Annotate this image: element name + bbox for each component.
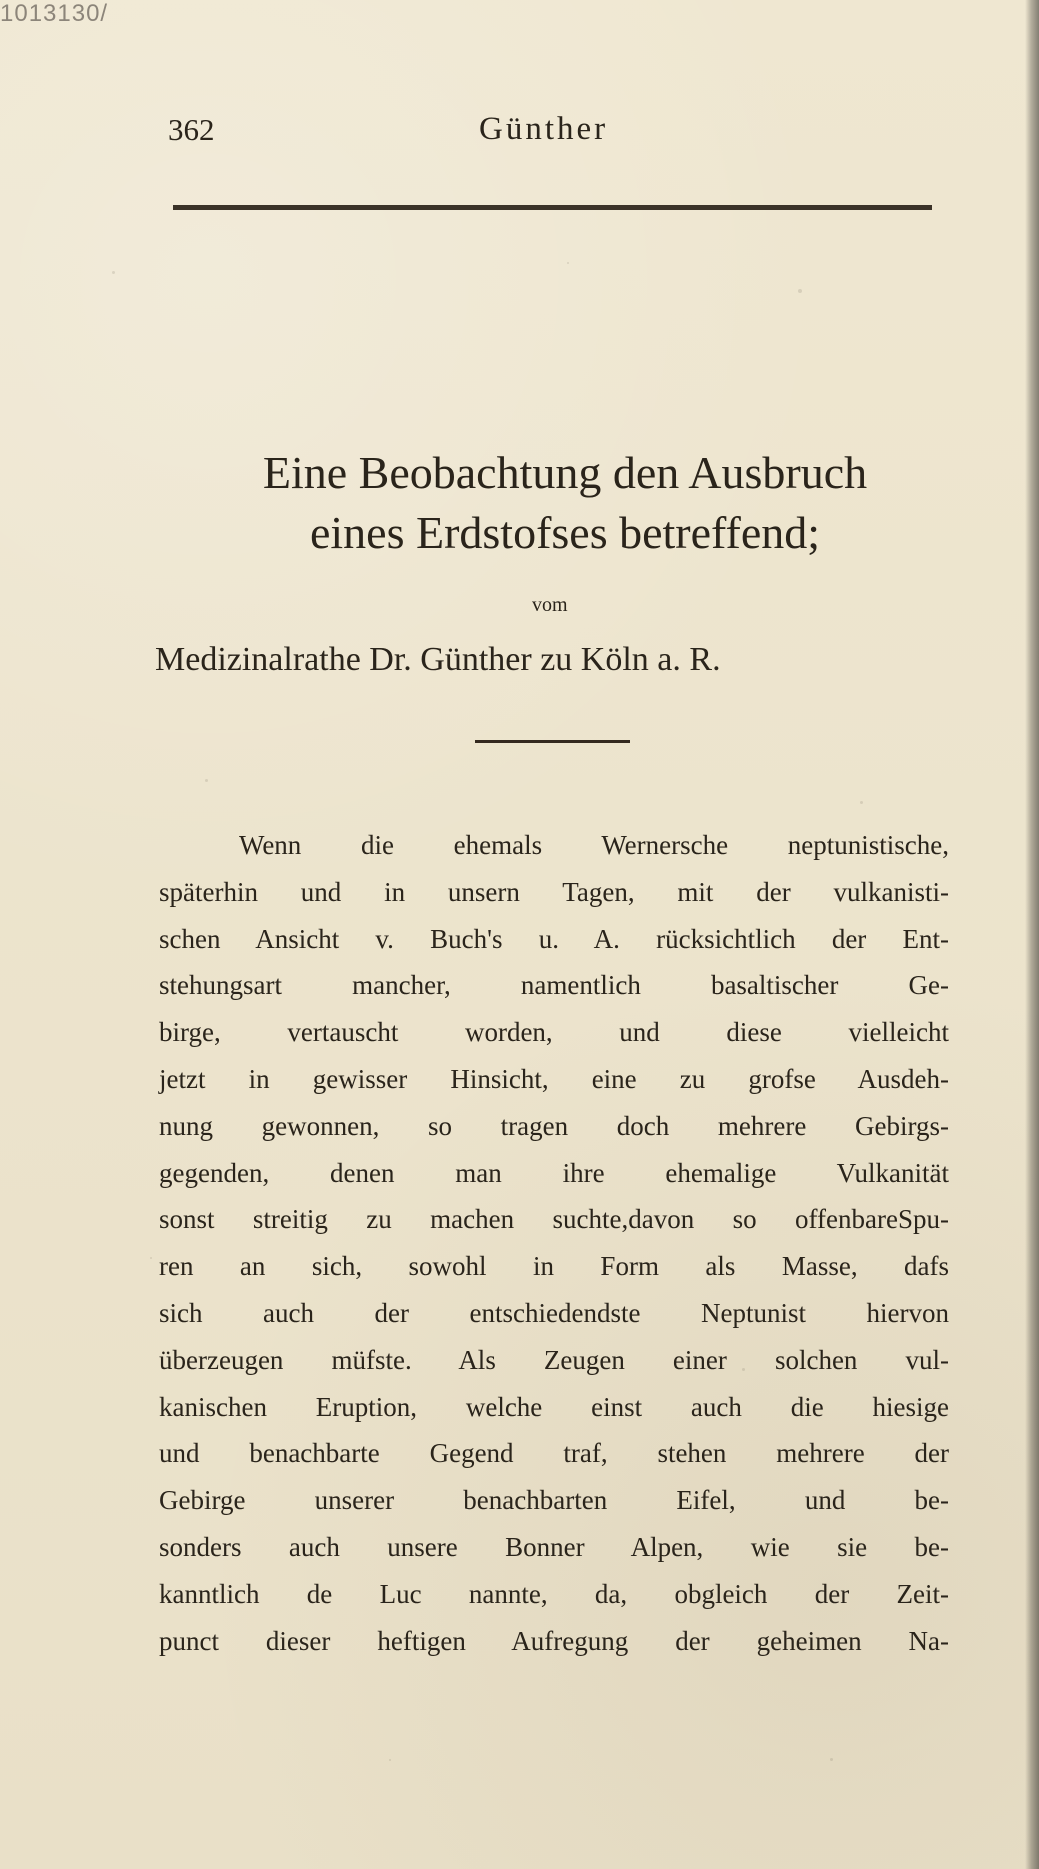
paper-speckle [830,1758,833,1761]
body-line: späterhin und in unsern Tagen, mit der vulkanisti- [159,876,949,907]
body-line: Gebirge unserer benachbarten Eifel, und be- [159,1485,949,1516]
library-mark: 1013130/ [0,0,109,27]
body-line: sonst streitig zu machen suchte,davon so offenbareSpu- [159,1204,949,1235]
body-line: schen Ansicht v. Buch's u. A. rücksichtlich der Ent- [159,923,949,954]
byline-word: vom [532,594,568,616]
body-line: punct dieser heftigen Aufregung der geheimen Na- [159,1625,949,1656]
paper-speckle [112,271,115,274]
title-line-1: Eine Beobachtung den Ausbruch [262,447,868,498]
paper-speckle [205,779,208,782]
paper-speckle [742,1368,745,1371]
paper-speckle [150,1257,152,1259]
body-line: und benachbarte Gegend traf, stehen mehrere der [159,1438,949,1469]
author-line: Medizinalrathe Dr. Günther zu Köln a. R. [155,641,721,678]
body-line: kanischen Eruption, welche einst auch die hiesige [159,1391,949,1422]
body-line: birge, vertauscht worden, und diese vielleicht [159,1017,949,1048]
body-line: gegenden, denen man ihre ehemalige Vulkanität [159,1157,949,1188]
body-line: sonders auch unsere Bonner Alpen, wie sie be- [159,1531,949,1562]
paper-speckle [389,1759,391,1761]
body-line: Wenn die ehemals Wernersche neptunistische, [239,830,949,860]
body-text [159,822,949,1664]
paper-speckle [860,801,863,804]
body-line: kanntlich de Luc nannte, da, obgleich der Zeit- [159,1578,949,1609]
body-line: nung gewonnen, so tragen doch mehrere Gebirgs- [159,1110,949,1141]
page-edge-shadow [1025,0,1039,1869]
header-rule [173,205,932,210]
title-line-2: eines Erdstofses betreffend; [309,507,821,558]
body-line: sich auch der entschiedendste Neptunist hiervon [159,1297,949,1328]
paper-speckle [567,262,569,264]
section-divider [475,740,630,743]
paper-speckle [798,289,802,293]
article-title [145,443,985,563]
body-line: stehungsart mancher, namentlich basaltischer Ge- [159,970,949,1001]
body-line: jetzt in gewisser Hinsicht, eine zu grofse Ausdeh- [159,1063,949,1094]
page-number: 362 [168,112,215,147]
body-line: ren an sich, sowohl in Form als Masse, dafs [159,1251,949,1282]
running-head: Günther [479,111,609,147]
body-line: überzeugen müfste. Als Zeugen einer solchen vul- [159,1344,949,1375]
